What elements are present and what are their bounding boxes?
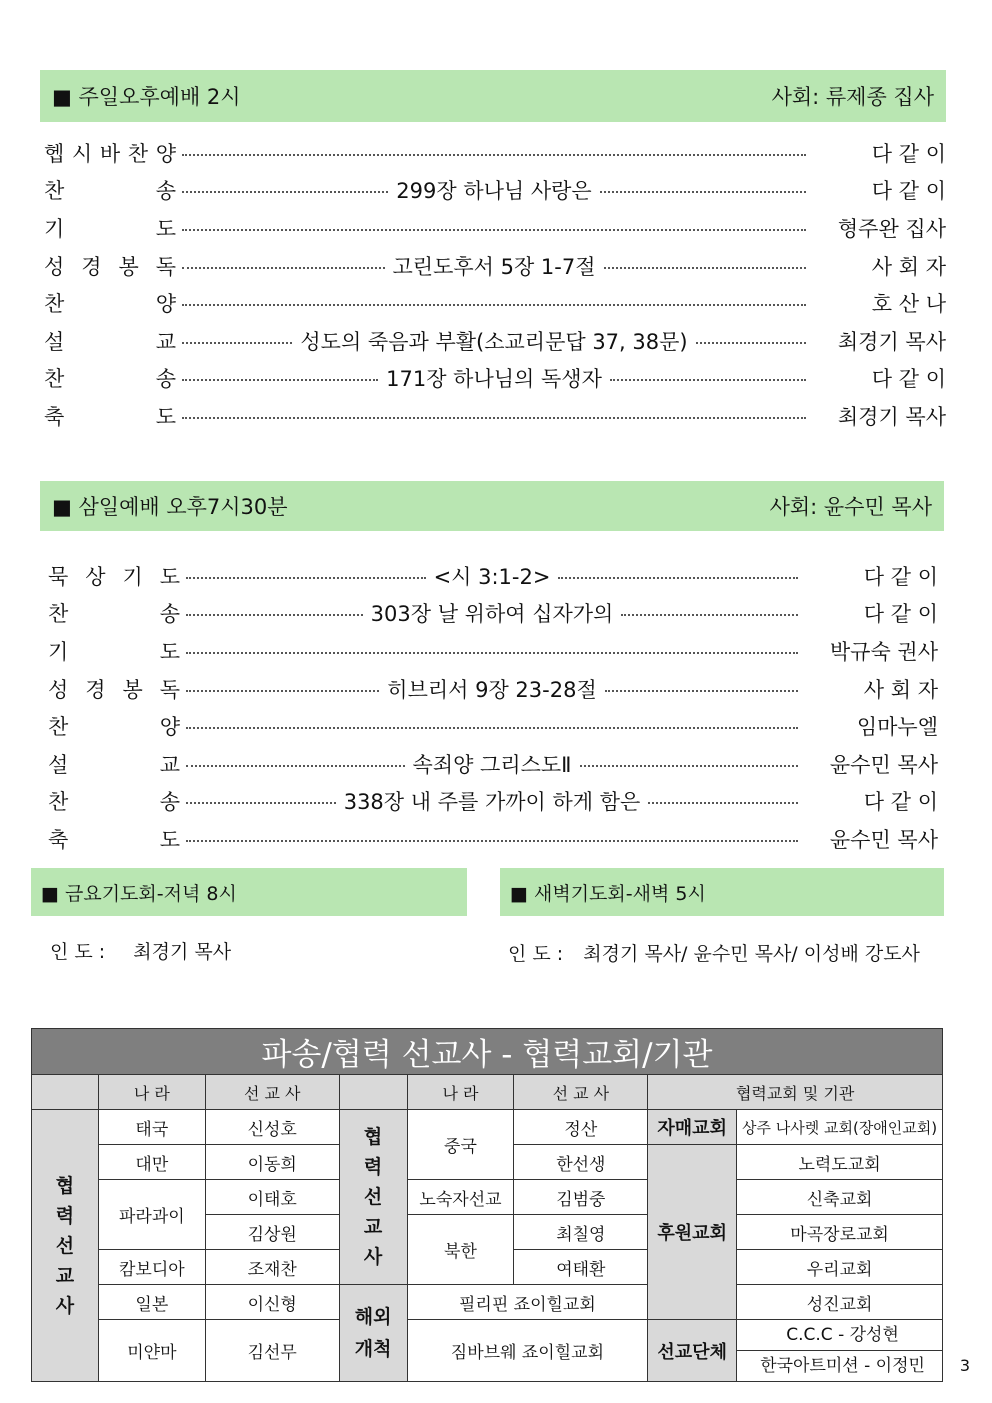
friday-lead-name: 최경기 목사 xyxy=(133,941,232,963)
wednesday-row xyxy=(48,632,938,670)
afternoon-person: 형주완 집사 xyxy=(837,216,946,241)
page-number: 3 xyxy=(959,1356,970,1375)
sister-church: 상주 나사렛 교회(장애인교회) xyxy=(737,1110,943,1145)
wednesday-row xyxy=(48,595,938,633)
col-country: 나 라 xyxy=(98,1075,205,1110)
country-homeless: 노숙자선교 xyxy=(407,1180,514,1215)
col-missionary-2: 선 교 사 xyxy=(514,1075,648,1110)
afternoon-leader-dots xyxy=(182,413,806,419)
blank-head-2 xyxy=(339,1075,407,1110)
afternoon-label: 축 도 xyxy=(44,404,176,429)
country-cell: 미얀마 xyxy=(98,1320,205,1382)
wednesday-order xyxy=(48,557,938,858)
wednesday-person: 다 같 이 xyxy=(863,790,938,815)
wednesday-leader-dots xyxy=(186,786,798,816)
afternoon-row xyxy=(44,360,946,398)
afternoon-label: 찬 송 xyxy=(44,179,176,204)
wednesday-item-text: 히브리서 9장 23-28절 xyxy=(387,677,597,702)
wednesday-row xyxy=(48,557,938,595)
group-abroad: 해외 개척 xyxy=(339,1285,407,1382)
support-church: 신축교회 xyxy=(737,1180,943,1215)
wednesday-person: 임마누엘 xyxy=(856,715,938,740)
support-label: 후원교회 xyxy=(648,1145,737,1320)
wednesday-leader-dots xyxy=(186,674,798,704)
missionary-cell: 최칠영 xyxy=(514,1215,648,1250)
friday-leader xyxy=(50,937,231,964)
wednesday-row xyxy=(48,670,938,708)
wednesday-person: 박규숙 권사 xyxy=(829,639,938,664)
wednesday-label: 성 경 봉 독 xyxy=(48,677,180,702)
missionary-cell: 이태호 xyxy=(205,1180,339,1215)
support-church: 우리교회 xyxy=(737,1250,943,1285)
missionary-cell: 김선무 xyxy=(205,1320,339,1382)
wednesday-row xyxy=(48,745,938,783)
afternoon-row xyxy=(44,209,946,247)
afternoon-person: 최경기 목사 xyxy=(837,404,946,429)
afternoon-label: 헵 시 바 찬 양 xyxy=(44,141,176,166)
wednesday-person: 다 같 이 xyxy=(863,602,938,627)
org-label: 선교단체 xyxy=(648,1320,737,1382)
friday-title: ■ 금요기도회-저녁 8시 xyxy=(41,882,237,905)
wednesday-person: 윤수민 목사 xyxy=(829,827,938,852)
wednesday-leader-dots xyxy=(186,836,798,842)
wednesday-item-text: 속죄양 그리스도Ⅱ xyxy=(412,752,572,777)
missionary-cell: 김범중 xyxy=(514,1180,648,1215)
afternoon-leader-dots xyxy=(182,175,806,205)
support-church: 성진교회 xyxy=(737,1285,943,1320)
afternoon-item-text: 299장 하나님 사랑은 xyxy=(396,179,592,204)
missions-table xyxy=(31,1028,943,1382)
missionary-cell: 조재찬 xyxy=(205,1250,339,1285)
wednesday-person: 윤수민 목사 xyxy=(829,752,938,777)
col-partner: 협력교회 및 기관 xyxy=(648,1075,943,1110)
afternoon-person: 사 회 자 xyxy=(871,254,946,279)
country-nk: 북한 xyxy=(407,1215,514,1285)
sister-label: 자매교회 xyxy=(648,1110,737,1145)
support-church: 노력도교회 xyxy=(737,1145,943,1180)
group-cooperating-1: 협 력 선 교 사 xyxy=(32,1110,99,1382)
afternoon-person: 다 같 이 xyxy=(871,141,946,166)
afternoon-label: 성 경 봉 독 xyxy=(44,254,176,279)
afternoon-order xyxy=(44,134,946,435)
wednesday-header xyxy=(40,481,944,531)
abroad-church: 필리핀 죠이힐교회 xyxy=(407,1285,648,1320)
missionary-cell: 여태환 xyxy=(514,1250,648,1285)
missionary-cell: 이동희 xyxy=(205,1145,339,1180)
dawn-lead-label: 인 도 : xyxy=(508,943,564,965)
afternoon-leader-dots xyxy=(182,251,806,281)
blank-head xyxy=(32,1075,99,1110)
wednesday-leader-dots xyxy=(186,723,798,729)
afternoon-row xyxy=(44,134,946,172)
country-cell: 태국 xyxy=(98,1110,205,1145)
afternoon-leader-dots xyxy=(182,225,806,231)
country-cell: 파라과이 xyxy=(98,1180,205,1250)
wednesday-label: 찬 송 xyxy=(48,602,180,627)
afternoon-presider: 사회: 류제종 집사 xyxy=(771,85,934,109)
afternoon-person: 다 같 이 xyxy=(871,179,946,204)
afternoon-person: 다 같 이 xyxy=(871,367,946,392)
friday-header xyxy=(31,868,467,916)
missionary-cell: 김상원 xyxy=(205,1215,339,1250)
wednesday-item-text: 303장 날 위하여 십자가의 xyxy=(370,602,614,627)
wednesday-row xyxy=(48,783,938,821)
wednesday-leader-dots xyxy=(186,561,798,591)
afternoon-row xyxy=(44,322,946,360)
afternoon-label: 기 도 xyxy=(44,216,176,241)
afternoon-row xyxy=(44,397,946,435)
support-church: 마곡장로교회 xyxy=(737,1215,943,1250)
afternoon-leader-dots xyxy=(182,363,806,393)
col-missionary: 선 교 사 xyxy=(205,1075,339,1110)
dawn-header xyxy=(500,868,944,916)
missionary-cell: 이신형 xyxy=(205,1285,339,1320)
group-cooperating-2: 협 력 선 교 사 xyxy=(339,1110,407,1285)
afternoon-row xyxy=(44,247,946,285)
abroad-church: 짐바브웨 죠이힐교회 xyxy=(407,1320,648,1382)
dawn-lead-name: 최경기 목사/ 윤수민 목사/ 이성배 강도사 xyxy=(583,943,920,965)
wednesday-person: 다 같 이 xyxy=(863,564,938,589)
missionary-cell: 한선생 xyxy=(514,1145,648,1180)
friday-lead-label: 인 도 : xyxy=(50,941,106,963)
wednesday-row xyxy=(48,707,938,745)
afternoon-row xyxy=(44,284,946,322)
wednesday-leader-dots xyxy=(186,749,798,779)
country-china: 중국 xyxy=(407,1110,514,1180)
country-cell: 대만 xyxy=(98,1145,205,1180)
wednesday-leader-dots xyxy=(186,598,798,628)
missions-title: 파송/협력 선교사 - 협력교회/기관 xyxy=(32,1029,943,1075)
wednesday-label: 설 교 xyxy=(48,752,180,777)
col-country-2: 나 라 xyxy=(407,1075,514,1110)
afternoon-item-text: 성도의 죽음과 부활(소교리문답 37, 38문) xyxy=(300,329,688,354)
afternoon-item-text: 고린도후서 5장 1-7절 xyxy=(392,254,596,279)
country-cell: 일본 xyxy=(98,1285,205,1320)
dawn-title: ■ 새벽기도회-새벽 5시 xyxy=(510,882,706,905)
afternoon-row xyxy=(44,172,946,210)
afternoon-label: 설 교 xyxy=(44,329,176,354)
afternoon-leader-dots xyxy=(182,326,806,356)
wednesday-label: 찬 양 xyxy=(48,715,180,740)
dawn-leader xyxy=(508,939,920,966)
org-item: 한국아트미션 - 이정민 xyxy=(760,1356,925,1376)
org-item: C.C.C - 강성현 xyxy=(737,1320,942,1351)
wednesday-item-text: <시 3:1-2> xyxy=(433,564,551,589)
afternoon-person: 호 산 나 xyxy=(871,292,946,317)
wednesday-label: 기 도 xyxy=(48,639,180,664)
afternoon-leader-dots xyxy=(182,150,806,156)
missionary-cell: 신성호 xyxy=(205,1110,339,1145)
missionary-cell: 정산 xyxy=(514,1110,648,1145)
wednesday-presider: 사회: 윤수민 목사 xyxy=(769,495,932,519)
afternoon-person: 최경기 목사 xyxy=(837,329,946,354)
afternoon-leader-dots xyxy=(182,300,806,306)
wednesday-label: 축 도 xyxy=(48,827,180,852)
afternoon-label: 찬 양 xyxy=(44,292,176,317)
wednesday-item-text: 338장 내 주를 가까이 하게 함은 xyxy=(343,790,641,815)
afternoon-header xyxy=(40,70,946,122)
afternoon-title: ■ 주일오후예배 2시 xyxy=(52,85,241,109)
wednesday-label: 찬 송 xyxy=(48,790,180,815)
country-cell: 캄보디아 xyxy=(98,1250,205,1285)
wednesday-person: 사 회 자 xyxy=(863,677,938,702)
afternoon-item-text: 171장 하나님의 독생자 xyxy=(386,367,602,392)
wednesday-title: ■ 삼일예배 오후7시30분 xyxy=(52,495,288,519)
afternoon-label: 찬 송 xyxy=(44,367,176,392)
wednesday-leader-dots xyxy=(186,648,798,654)
wednesday-label: 묵 상 기 도 xyxy=(48,564,180,589)
wednesday-row xyxy=(48,820,938,858)
org-cell xyxy=(737,1320,943,1382)
